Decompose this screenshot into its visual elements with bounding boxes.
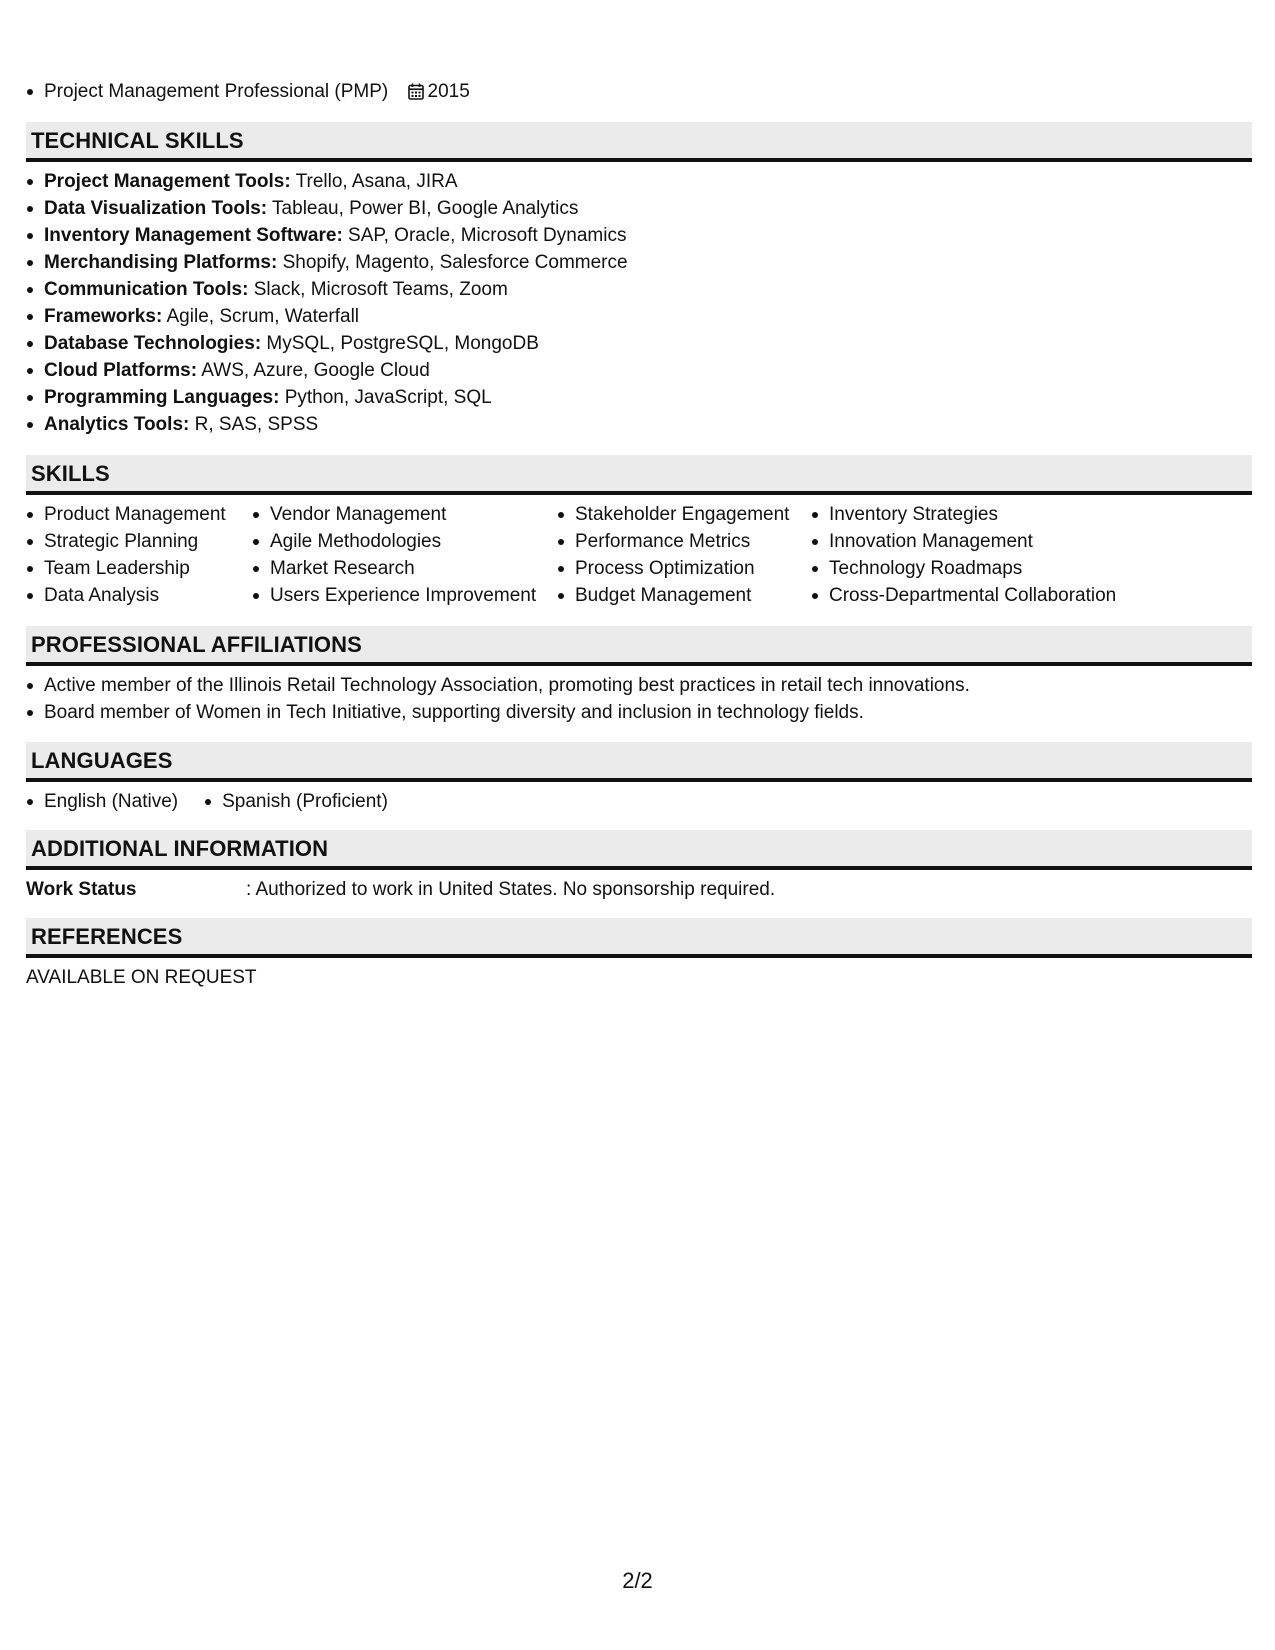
list-item (26, 357, 1252, 384)
affiliations-section (26, 626, 1252, 726)
skill-label: Database Technologies: (44, 333, 262, 354)
info-row (26, 876, 1252, 903)
section-heading: SKILLS (26, 455, 1252, 495)
page-number: 2/2 (622, 1568, 653, 1593)
list-item (26, 249, 1252, 276)
list-item: Technology Roadmaps (811, 555, 1141, 582)
skill-label: Analytics Tools: (44, 414, 190, 435)
list-item: Vendor Management (252, 501, 557, 528)
list-item: Innovation Management (811, 528, 1141, 555)
list-item: Market Research (252, 555, 557, 582)
skill-value: Shopify, Magento, Salesforce Commerce (277, 252, 628, 273)
list-item (26, 276, 1252, 303)
section-heading: TECHNICAL SKILLS (26, 122, 1252, 162)
info-key: Work Status (26, 879, 137, 900)
skill-label: Merchandising Platforms: (44, 252, 278, 273)
skill-value: SAP, Oracle, Microsoft Dynamics (342, 225, 627, 246)
certifications-list (26, 78, 470, 108)
list-item: Cross-Departmental Collaboration (811, 582, 1141, 609)
list-item (26, 384, 1252, 411)
skill-value: Slack, Microsoft Teams, Zoom (248, 279, 508, 300)
list-item: Team Leadership (26, 555, 252, 582)
additional-info-section (26, 830, 1252, 903)
list-item: Performance Metrics (557, 528, 811, 555)
skill-label: Project Management Tools: (44, 171, 291, 192)
list-item: Agile Methodologies (252, 528, 557, 555)
technical-skills-section (26, 122, 1252, 438)
list-item (26, 168, 1252, 195)
list-item (26, 222, 1252, 249)
calendar-icon (408, 81, 424, 108)
list-item (26, 330, 1252, 357)
list-item: Product Management (26, 501, 252, 528)
section-heading: REFERENCES (26, 918, 1252, 958)
list-item: Board member of Women in Tech Initiative, supporting diversity and inclusion in technology fields. (26, 699, 1252, 726)
skills-column (252, 501, 557, 609)
list-item: Active member of the Illinois Retail Technology Association, promoting best practices in retail tech innovations. (26, 672, 1252, 699)
skill-value: R, SAS, SPSS (189, 414, 319, 435)
list-item: Users Experience Improvement (252, 582, 557, 609)
references-text: AVAILABLE ON REQUEST (26, 967, 257, 988)
skill-value: Python, JavaScript, SQL (279, 387, 492, 408)
list-item: Strategic Planning (26, 528, 252, 555)
skill-value: Agile, Scrum, Waterfall (162, 306, 360, 327)
skill-value: Trello, Asana, JIRA (290, 171, 458, 192)
languages-list (26, 782, 1252, 815)
skills-columns (26, 495, 1252, 609)
references-section (26, 918, 1252, 991)
list-item (26, 303, 1252, 330)
list-item: Process Optimization (557, 555, 811, 582)
list-item: Spanish (Proficient) (204, 788, 388, 815)
list-item: Data Analysis (26, 582, 252, 609)
list-item (26, 411, 1252, 438)
affiliations-list (26, 666, 1252, 726)
skills-column (811, 501, 1141, 609)
list-item: English (Native) (26, 788, 178, 815)
skills-column (557, 501, 811, 609)
list-item: Budget Management (557, 582, 811, 609)
section-heading: ADDITIONAL INFORMATION (26, 830, 1252, 870)
section-heading: LANGUAGES (26, 742, 1252, 782)
additional-info-body (26, 870, 1252, 903)
skill-label: Inventory Management Software: (44, 225, 343, 246)
skills-column (26, 501, 252, 609)
info-value: : Authorized to work in United States. No sponsorship required. (246, 879, 776, 900)
skill-label: Frameworks: (44, 306, 163, 327)
list-item: Stakeholder Engagement (557, 501, 811, 528)
skill-value: AWS, Azure, Google Cloud (197, 360, 430, 381)
skill-value: MySQL, PostgreSQL, MongoDB (261, 333, 539, 354)
certification-name: Project Management Professional (PMP) (44, 81, 389, 102)
skill-label: Cloud Platforms: (44, 360, 198, 381)
skill-label: Communication Tools: (44, 279, 249, 300)
certification-item (26, 78, 470, 108)
languages-section (26, 742, 1252, 815)
list-item (26, 195, 1252, 222)
skill-value: Tableau, Power BI, Google Analytics (267, 198, 579, 219)
skills-section (26, 455, 1252, 609)
technical-skills-list (26, 162, 1252, 438)
certification-year: 2015 (427, 81, 470, 102)
list-item: Inventory Strategies (811, 501, 1141, 528)
section-heading: PROFESSIONAL AFFILIATIONS (26, 626, 1252, 666)
skill-label: Data Visualization Tools: (44, 198, 268, 219)
skill-label: Programming Languages: (44, 387, 280, 408)
